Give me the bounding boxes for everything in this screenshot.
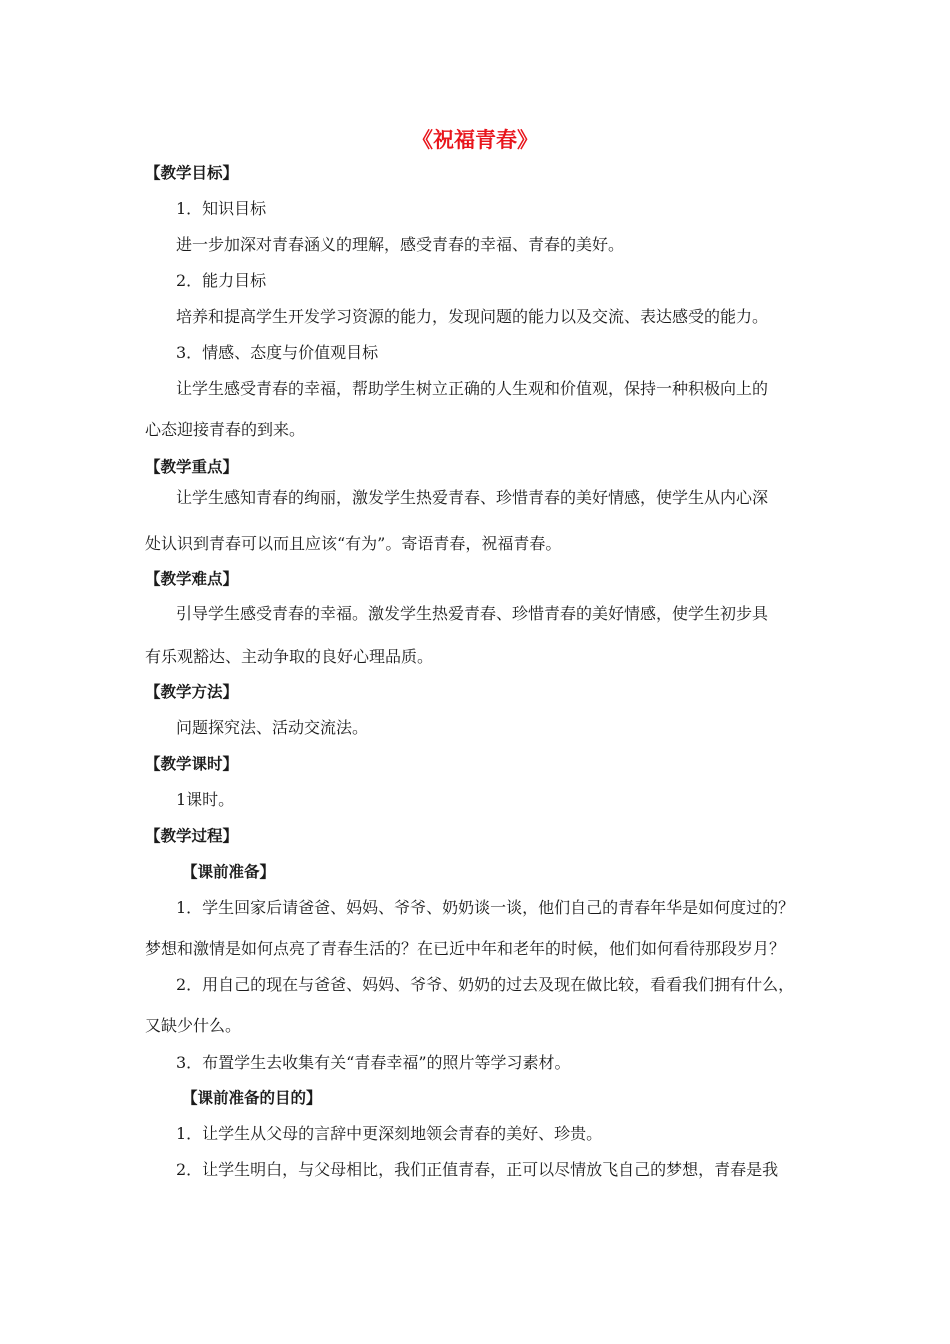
key-points-text-continued: 处认识到青春可以而且应该“有为”。寄语青春，祝福青春。 [145, 534, 562, 553]
key-points-text: 让学生感知青春的绚丽，激发学生热爱青春、珍惜青春的美好情感，使学生从内心深 [176, 488, 769, 507]
goal2-text: 培养和提高学生开发学习资源的能力，发现问题的能力以及交流、表达感受的能力。 [176, 307, 769, 326]
section-heading-key-points: 【教学重点】 [145, 458, 239, 476]
document-title: 《祝福青春》 [412, 128, 538, 152]
difficulties-text: 引导学生感受青春的幸福。激发学生热爱青春、珍惜青春的美好情感，使学生初步具 [176, 604, 769, 623]
section-heading-process: 【教学过程】 [145, 827, 239, 845]
prep-item-2: 2．用自己的现在与爸爸、妈妈、爷爷、奶奶的过去及现在做比较，看看我们拥有什么， [176, 975, 795, 994]
goal3-text: 让学生感受青春的幸福，帮助学生树立正确的人生观和价值观，保持一种积极向上的 [176, 379, 769, 398]
section-heading-difficulties: 【教学难点】 [145, 570, 239, 588]
subheading-preparation: 【课前准备】 [182, 863, 276, 881]
prep-item-1: 1．学生回家后请爸爸、妈妈、爷爷、奶奶谈一谈，他们自己的青春年华是如何度过的？ [176, 898, 795, 917]
goal3-label: 3．情感、态度与价值观目标 [176, 343, 379, 362]
prep-item-3: 3．布置学生去收集有关“青春幸福”的照片等学习素材。 [176, 1053, 571, 1072]
purpose-item-1: 1．让学生从父母的言辞中更深刻地领会青春的美好、珍贵。 [176, 1124, 603, 1143]
section-heading-goals: 【教学目标】 [145, 164, 239, 182]
section-heading-hours: 【教学课时】 [145, 755, 239, 773]
goal1-label: 1．知识目标 [176, 199, 267, 218]
hours-text: 1课时。 [176, 790, 235, 809]
prep-item-1-continued: 梦想和激情是如何点亮了青春生活的？在已近中年和老年的时候，他们如何看待那段岁月？ [145, 939, 786, 958]
goal3-text-continued: 心态迎接青春的到来。 [145, 420, 306, 439]
prep-item-2-continued: 又缺少什么。 [145, 1016, 242, 1035]
section-heading-method: 【教学方法】 [145, 683, 239, 701]
goal2-label: 2．能力目标 [176, 271, 267, 290]
subheading-preparation-purpose: 【课前准备的目的】 [182, 1089, 322, 1107]
purpose-item-2: 2．让学生明白，与父母相比，我们正值青春，正可以尽情放飞自己的梦想，青春是我 [176, 1160, 779, 1179]
goal1-text: 进一步加深对青春涵义的理解，感受青春的幸福、青春的美好。 [176, 235, 625, 254]
difficulties-text-continued: 有乐观豁达、主动争取的良好心理品质。 [145, 647, 434, 666]
method-text: 问题探究法、活动交流法。 [176, 718, 369, 737]
